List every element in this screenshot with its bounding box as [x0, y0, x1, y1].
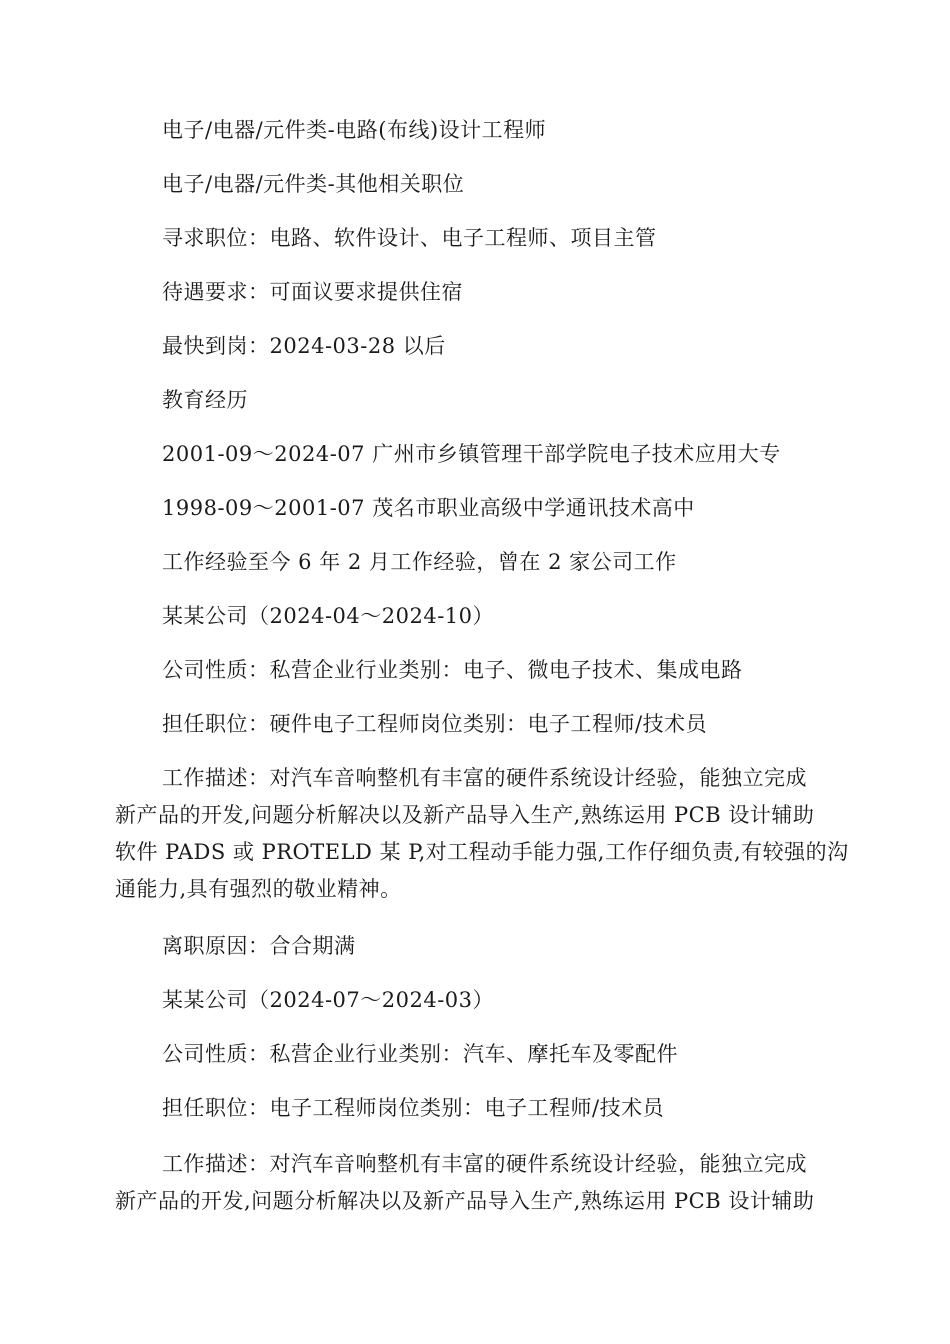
company-2-title: 某某公司（2024-07～2024-03）: [162, 988, 495, 1012]
description-line: 工作描述：对汽车音响整机有丰富的硬件系统设计经验，能独立完成: [162, 1152, 807, 1176]
education-item-highschool: 1998-09～2001-07 茂名市职业高级中学通讯技术高中: [162, 496, 695, 520]
company-2-position: 担任职位：电子工程师岗位类别：电子工程师/技术员: [162, 1096, 665, 1120]
description-line: 工作描述：对汽车音响整机有丰富的硬件系统设计经验，能独立完成: [162, 766, 807, 790]
education-item-college: 2001-09～2024-07 广州市乡镇管理干部学院电子技术应用大专: [162, 442, 781, 466]
description-line: 新产品的开发,问题分析解决以及新产品导入生产,熟练运用 PCB 设计辅助: [115, 803, 815, 827]
earliest-start-date: 最快到岗：2024-03-28 以后: [162, 334, 446, 358]
job-category-other: 电子/电器/元件类-其他相关职位: [162, 172, 465, 196]
company-1-nature: 公司性质：私营企业行业类别：电子、微电子技术、集成电路: [162, 658, 743, 682]
description-line: 软件 PADS 或 PROTELD 某 P,对工程动手能力强,工作仔细负责,有较强的沟: [115, 840, 849, 864]
description-line: 通能力,具有强烈的敬业精神。: [115, 877, 402, 901]
salary-requirement: 待遇要求：可面议要求提供住宿: [162, 280, 463, 304]
desired-position: 寻求职位：电路、软件设计、电子工程师、项目主管: [162, 226, 657, 250]
company-1-title: 某某公司（2024-04～2024-10）: [162, 604, 495, 628]
work-experience-summary: 工作经验至今 6 年 2 月工作经验，曾在 2 家公司工作: [162, 550, 677, 574]
company-2-description: [115, 1149, 835, 1223]
company-1-description: [115, 763, 849, 911]
company-1-position: 担任职位：硬件电子工程师岗位类别：电子工程师/技术员: [162, 712, 708, 736]
company-2-nature: 公司性质：私营企业行业类别：汽车、摩托车及零配件: [162, 1042, 678, 1066]
leave-reason: 离职原因：合合期满: [162, 934, 356, 958]
education-heading: 教育经历: [162, 388, 248, 412]
description-line: 新产品的开发,问题分析解决以及新产品导入生产,熟练运用 PCB 设计辅助: [115, 1189, 815, 1213]
job-category-circuit-design: 电子/电器/元件类-电路(布线)设计工程师: [162, 118, 547, 142]
